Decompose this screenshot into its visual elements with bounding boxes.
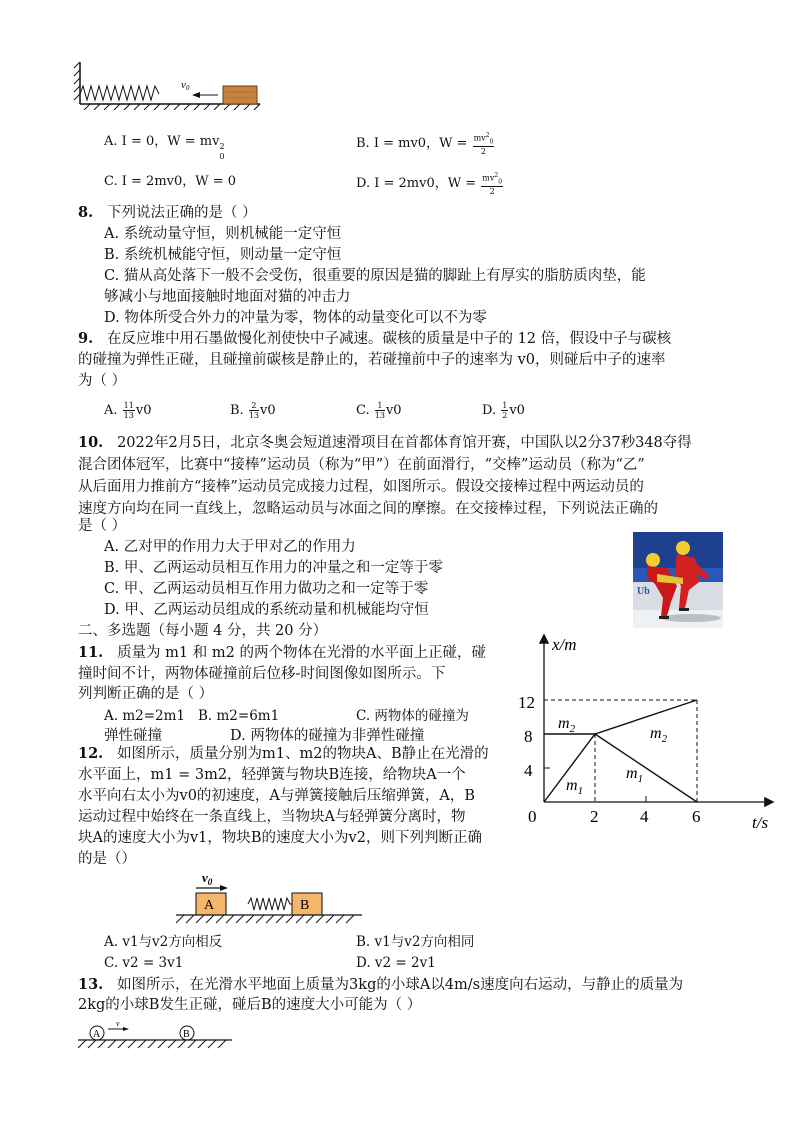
q10-option-a[interactable]: A. 乙对甲的作用力大于甲对乙的作用力	[104, 539, 356, 555]
q10-option-b[interactable]: B. 甲、乙两运动员相互作用力的冲量之和一定等于零	[104, 560, 443, 576]
q7-option-c[interactable]: C. I = 2mv0，W = 0	[104, 174, 237, 189]
y-axis-label: x/m	[552, 635, 577, 654]
q12-blocks-spring-figure	[172, 868, 368, 928]
q13-stem-line-2: 2kg的小球B发生正碰，碰后B的速度大小可能为（ ）	[78, 997, 422, 1013]
q12-stem-line-4: 运动过程中始终在一条直线上，当物块A与轻弹簧分离时，物	[78, 809, 466, 825]
q9-option-a[interactable]: A. $\frac{11}{13}$ v0	[104, 401, 152, 420]
spring	[80, 86, 159, 100]
q11-stem-line-3: 列判断正确的是（ ）	[78, 686, 214, 702]
q7-option-a[interactable]: A. I = 0，W = mv 2 0	[104, 134, 225, 161]
q9-stem-line-1: 9. 在反应堆中用石墨做慢化剂使快中子减速。碳核的质量是中子的 12 倍，假设中子与碳核	[78, 330, 672, 347]
y-tick-label-8: 8	[524, 727, 533, 746]
q8-stem: 8. 下列说法正确的是（ ）	[78, 204, 257, 221]
q11-stem-line-2: 撞时间不计，两物体碰撞前后位移-时间图像如图所示。下	[78, 666, 446, 682]
q9-option-c[interactable]: C. $\frac{1}{13}$ v0	[356, 401, 402, 420]
svg-text:Ub: Ub	[637, 586, 650, 597]
svg-text:v0: $v_0$	[202, 870, 213, 887]
wooden-block	[223, 86, 257, 104]
q12-stem-line-6: 的是（）	[78, 851, 136, 867]
svg-text:v: v	[116, 1019, 120, 1028]
q7-option-d[interactable]: D. I = 2mv0，W = $\frac{mv^2_0}{2}$	[356, 172, 503, 197]
x-tick-label-6: 6	[692, 807, 701, 826]
x-tick-label-4: 4	[640, 807, 649, 826]
q11-option-b[interactable]: B. m2=6m1	[198, 708, 280, 724]
y-tick-label-4: 4	[524, 761, 533, 780]
spring	[248, 898, 292, 910]
q10-skaters-photo	[633, 532, 723, 628]
q8-option-c-cont[interactable]: 够减小与地面接触时地面对猫的冲击力	[104, 289, 351, 305]
q7-option-b[interactable]: B. I = mv0，W = $\frac{mv^2_0}{2}$	[356, 132, 494, 157]
q12-stem-line-5: 块A的速度大小为v1，物块B的速度大小为v2，则下列判断正确	[78, 830, 482, 846]
label-m1-after: $m_1$	[626, 765, 644, 785]
q9-stem-line-3: 为（ ）	[78, 373, 127, 389]
q10-stem-line-5: 是（ ）	[78, 518, 127, 534]
q8-option-b[interactable]: B. 系统机械能守恒，则动量一定守恒	[104, 247, 342, 263]
section-multiple-choice-heading: 二、多选题（每小题 4 分，共 20 分）	[78, 623, 328, 639]
label-m2-after: $m_2$	[650, 725, 668, 745]
q11-option-a[interactable]: A. m2=2m1	[104, 708, 186, 724]
q12-option-a[interactable]: A. v1与v2方向相反	[104, 934, 223, 950]
q12-stem-line-1: 12. 如图所示，质量分别为m1、m2的物块A、B静止在光滑的	[78, 745, 489, 762]
q9-option-b[interactable]: B. $\frac{2}{13}$ v0	[230, 401, 276, 420]
q11-option-c-cont[interactable]: 弹性碰撞	[104, 728, 162, 744]
q11-position-time-chart	[510, 630, 780, 835]
q12-option-b[interactable]: B. v1与v2方向相同	[356, 934, 475, 950]
q9-option-d[interactable]: D. $\frac{1}{2}$ v0	[482, 401, 525, 420]
x-axis-label: t/s	[752, 813, 769, 832]
q10-stem-line-4: 速度方向均在同一直线上，忽略运动员与冰面之间的摩擦。在交接棒过程，下列说法正确的	[78, 501, 658, 517]
q12-option-c[interactable]: C. v2 = 3v1	[104, 955, 184, 971]
q9-stem-line-2: 的碰撞为弹性正碰，且碰撞前碳核是静止的，若碰撞前中子的速率为 v0，则碰后中子的速率	[78, 352, 666, 368]
q10-option-c[interactable]: C. 甲、乙两运动员相互作用力做功之和一定等于零	[104, 581, 429, 597]
svg-text:A: A	[93, 1029, 101, 1040]
svg-text:B: B	[300, 898, 310, 913]
q12-stem-line-2: 水平面上，m1 = 3m2，轻弹簧与物块B连接，给物块A一个	[78, 767, 466, 783]
q11-option-c[interactable]: C. 两物体的碰撞为	[356, 708, 469, 724]
svg-text:B: B	[183, 1029, 190, 1040]
q10-stem-line-2: 混合团体冠军，比赛中“接棒”运动员（称为“甲”）在前面滑行，“交棒”运动员（称为“乙”	[78, 457, 645, 473]
q10-option-d[interactable]: D. 甲、乙两运动员组成的系统动量和机械能均守恒	[104, 602, 429, 618]
svg-text:A: A	[204, 898, 215, 913]
q12-stem-line-3: 水平向右太小为v0的初速度，A与弹簧接触后压缩弹簧，A，B	[78, 788, 476, 804]
q10-stem-line-3: 从后面用力推前方“接棒”运动员完成接力过程，如图所示。假设交接棒过程中两运动员的	[78, 479, 644, 495]
q10-stem-line-1: 10. 2022年2月5日，北京冬奥会短道速滑项目在首都体育馆开赛，中国队以2分37秒348夺得	[78, 434, 692, 451]
x-tick-label-0: 0	[528, 807, 537, 826]
q13-stem-line-1: 13. 如图所示，在光滑水平地面上质量为3kg的小球A以4m/s速度向右运动，与静止的质量为	[78, 976, 684, 993]
label-m1-before: $m_1$	[566, 777, 584, 797]
q12-option-d[interactable]: D. v2 = 2v1	[356, 955, 436, 971]
q11-option-d[interactable]: D. 两物体的碰撞为非弹性碰撞	[230, 728, 425, 744]
q8-option-a[interactable]: A. 系统动量守恒，则机械能一定守恒	[104, 226, 342, 242]
q8-option-d[interactable]: D. 物体所受合外力的冲量为零，物体的动量变化可以不为零	[104, 310, 487, 326]
label-m2-before: $m_2$	[558, 715, 576, 735]
q13-balls-figure	[76, 1018, 236, 1052]
q7-v0-label: v0	[181, 79, 190, 92]
x-tick-label-2: 2	[590, 807, 599, 826]
q8-option-c[interactable]: C. 猫从高处落下一般不会受伤，很重要的原因是猫的脚趾上有厚实的脂肪质肉垫，能	[104, 268, 646, 284]
q11-stem-line-1: 11. 质量为 m1 和 m2 的两个物体在光滑的水平面上正碰，碰	[78, 644, 486, 661]
y-tick-label-12: 12	[518, 693, 535, 712]
q7-spring-block-figure	[70, 58, 270, 110]
